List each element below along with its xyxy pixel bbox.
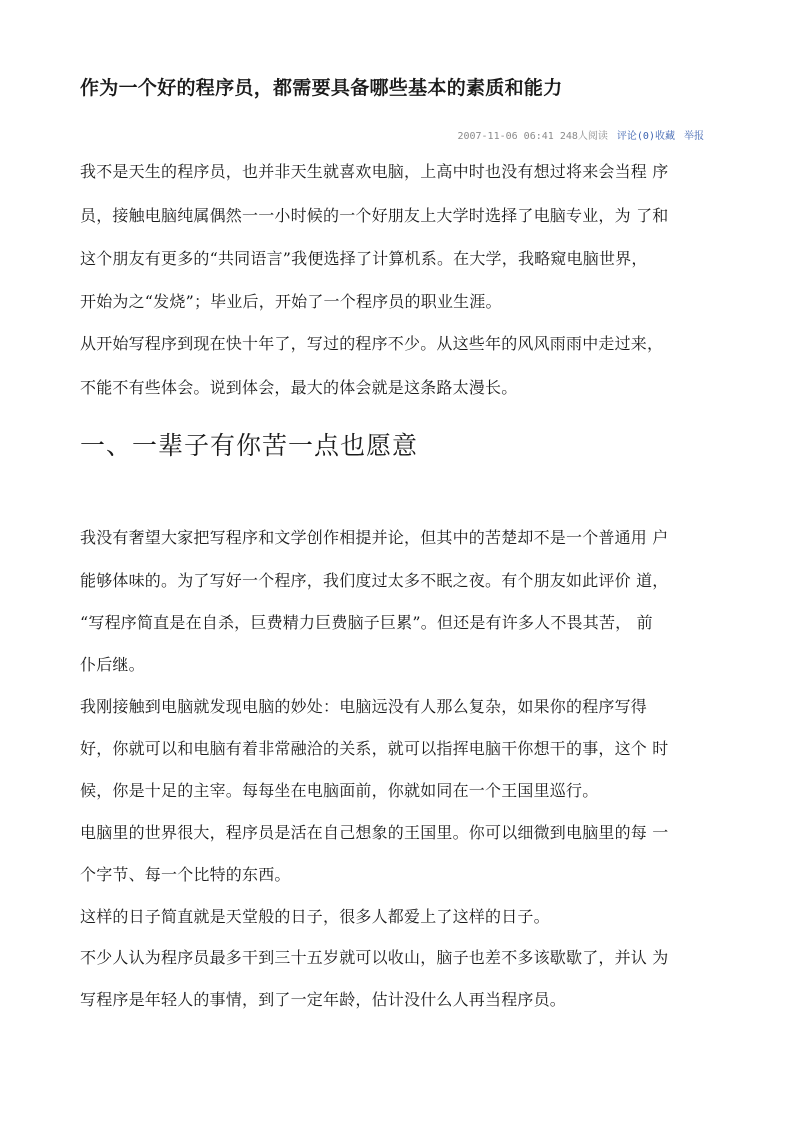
paragraph-line: 这个朋友有更多的“共同语言”我便选择了计算机系。在大学，我略窥电脑世界， — [80, 249, 648, 268]
favorite-link[interactable]: 收藏 — [654, 131, 675, 142]
paragraph-line: 个字节、每一个比特的东西。 — [80, 865, 291, 884]
paragraph-line: 员，接触电脑纯属偶然一一小时候的一个好朋友上大学时选择了电脑专业，为 了和 — [80, 206, 669, 225]
paragraph-line: 不少人认为程序员最多干到三十五岁就可以收山，脑子也差不多该歇歇了，并认 为 — [80, 948, 669, 967]
paragraph-line: 从开始写程序到现在快十年了，写过的程序不少。从这些年的风风雨雨中走过来， — [80, 334, 664, 353]
article-title: 作为一个好的程序员，都需要具备哪些基本的素质和能力 — [80, 77, 563, 99]
paragraph-line: 这样的日子简直就是天堂般的日子，很多人都爱上了这样的日子。 — [80, 907, 550, 926]
paragraph-line: 写程序是年轻人的事情，到了一定年龄，估计没什么人再当程序员。 — [80, 990, 567, 1009]
section-heading: 一、一辈子有你苦一点也愿意 — [80, 431, 419, 460]
paragraph-line: 候，你是十足的主宰。每每坐在电脑面前，你就如同在一个王国里巡行。 — [80, 781, 599, 800]
comments-link[interactable]: 评论(0) — [616, 131, 655, 142]
paragraph-line: 开始为之“发烧”；毕业后，开始了一个程序员的职业生涯。 — [80, 292, 502, 311]
paragraph-line: 电脑里的世界很大，程序员是活在自己想象的王国里。你可以细微到电脑里的每 一 — [80, 823, 669, 842]
article-meta — [457, 127, 704, 142]
paragraph-line: 能够体味的。为了写好一个程序，我们度过太多不眠之夜。有个朋友如此评价 道， — [80, 571, 669, 590]
paragraph-line: 好，你就可以和电脑有着非常融洽的关系，就可以指挥电脑干你想干的事，这个 时 — [80, 739, 669, 758]
paragraph-line: “写程序简直是在自杀，巨费精力巨费脑子巨累”。但还是有许多人不畏其苦， 前 — [80, 613, 653, 632]
post-datetime: 2007-11-06 06:41 — [457, 131, 554, 142]
paragraph-line: 我刚接触到电脑就发现电脑的妙处：电脑远没有人那么复杂，如果你的程序写得 — [80, 697, 648, 716]
paragraph-line: 仆后继。 — [80, 655, 145, 674]
paragraph-line: 不能不有些体会。说到体会，最大的体会就是这条路太漫长。 — [80, 378, 518, 397]
paragraph-line: 我没有奢望大家把写程序和文学创作相提并论，但其中的苦楚却不是一个普通用 户 — [80, 528, 669, 547]
read-count: 248人阅读 — [559, 131, 608, 142]
paragraph-line: 我不是天生的程序员，也并非天生就喜欢电脑，上高中时也没有想过将来会当程 序 — [80, 162, 669, 181]
report-link[interactable]: 举报 — [684, 131, 704, 142]
